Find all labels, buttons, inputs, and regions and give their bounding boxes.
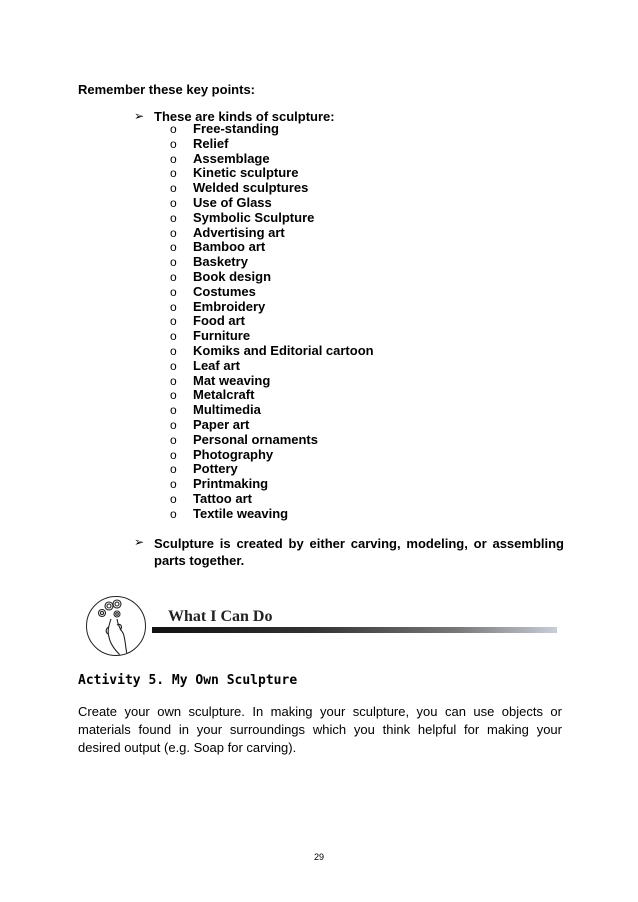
list-item <box>170 448 374 463</box>
title-underline-bar <box>152 627 557 633</box>
bullet-text: These are kinds of sculpture: <box>154 109 335 124</box>
list-item-label: Printmaking <box>193 476 269 492</box>
list-item-label: Personal ornaments <box>193 431 318 447</box>
circle-bullet-icon: o <box>170 151 177 166</box>
bullet-sculpture-creation <box>134 535 564 569</box>
list-item-label: Photography <box>193 446 274 462</box>
circle-bullet-icon: o <box>170 462 177 477</box>
circle-bullet-icon: o <box>170 225 177 240</box>
page-number: 29 <box>313 852 324 862</box>
list-item <box>170 240 374 255</box>
list-item-label: Embroidery <box>193 298 266 314</box>
list-item-label: Advertising art <box>193 224 285 240</box>
key-points-heading: Remember these key points: <box>78 82 256 97</box>
list-item-label: Food art <box>193 313 245 329</box>
list-item-label: Costumes <box>193 283 256 299</box>
list-item <box>170 211 374 226</box>
list-item <box>170 462 374 477</box>
list-item-label: Book design <box>193 268 272 284</box>
list-item <box>170 329 374 344</box>
circle-bullet-icon: o <box>170 506 177 521</box>
sculpture-kinds-list <box>170 122 374 522</box>
list-item <box>170 433 374 448</box>
list-item <box>170 285 374 300</box>
list-item <box>170 255 374 270</box>
circle-bullet-icon: o <box>170 447 177 462</box>
list-item <box>170 137 374 152</box>
what-i-can-do-banner <box>86 596 561 658</box>
list-item-label: Free-standing <box>193 121 279 136</box>
list-item-label: Bamboo art <box>193 239 266 255</box>
list-item-label: Leaf art <box>193 357 240 373</box>
circle-bullet-icon: o <box>170 299 177 314</box>
circle-bullet-icon: o <box>170 343 177 358</box>
circle-bullet-icon: o <box>170 388 177 403</box>
list-item-label: Mat weaving <box>193 372 271 388</box>
activity-paragraph: Create your own sculpture. In making your sculpture, you can use objects or materials found in your surroundings which you think helpful for making your desired output (e.g. Soap for carving). <box>78 704 562 755</box>
list-item <box>170 507 374 522</box>
circle-bullet-icon: o <box>170 122 177 136</box>
circle-bullet-icon: o <box>170 373 177 388</box>
circle-bullet-icon: o <box>170 358 177 373</box>
list-item-label: Kinetic sculpture <box>193 165 299 181</box>
list-item <box>170 492 374 507</box>
arrow-bullet-icon: ➢ <box>134 535 145 549</box>
list-item <box>170 403 374 418</box>
list-item <box>170 374 374 389</box>
hand-fingerprint-icon <box>86 596 146 656</box>
circle-bullet-icon: o <box>170 181 177 196</box>
circle-bullet-icon: o <box>170 491 177 506</box>
activity-title: Activity 5. My Own Sculpture <box>78 673 298 688</box>
list-item-label: Textile weaving <box>193 505 289 521</box>
list-item-label: Metalcraft <box>193 387 255 403</box>
circle-bullet-icon: o <box>170 269 177 284</box>
circle-bullet-icon: o <box>170 166 177 181</box>
list-item <box>170 418 374 433</box>
list-item <box>170 152 374 167</box>
list-item <box>170 226 374 241</box>
list-item-label: Pottery <box>193 461 238 477</box>
list-item-label: Tattoo art <box>193 490 252 506</box>
circle-bullet-icon: o <box>170 240 177 255</box>
list-item <box>170 300 374 315</box>
circle-bullet-icon: o <box>170 195 177 210</box>
list-item-label: Furniture <box>193 328 251 344</box>
list-item-label: Use of Glass <box>193 194 272 210</box>
list-item <box>170 359 374 374</box>
list-item-label: Komiks and Editorial cartoon <box>193 342 374 358</box>
circle-bullet-icon: o <box>170 136 177 151</box>
list-item-label: Symbolic Sculpture <box>193 209 315 225</box>
list-item <box>170 314 374 329</box>
list-item <box>170 166 374 181</box>
circle-bullet-icon: o <box>170 432 177 447</box>
list-item-label: Assemblage <box>193 150 270 166</box>
list-item <box>170 122 374 137</box>
list-item-label: Paper art <box>193 416 250 432</box>
list-item-label: Basketry <box>193 254 248 270</box>
circle-bullet-icon: o <box>170 403 177 418</box>
list-item <box>170 181 374 196</box>
list-item <box>170 344 374 359</box>
list-item <box>170 196 374 211</box>
circle-bullet-icon: o <box>170 477 177 492</box>
circle-bullet-icon: o <box>170 417 177 432</box>
list-item-label: Relief <box>193 135 229 151</box>
list-item <box>170 270 374 285</box>
circle-bullet-icon: o <box>170 255 177 270</box>
list-item-label: Welded sculptures <box>193 180 309 196</box>
list-item <box>170 477 374 492</box>
list-item <box>170 388 374 403</box>
circle-bullet-icon: o <box>170 284 177 299</box>
circle-bullet-icon: o <box>170 314 177 329</box>
arrow-bullet-icon: ➢ <box>134 109 145 123</box>
circle-bullet-icon: o <box>170 329 177 344</box>
bullet-text: Sculpture is created by either carving, modeling, or assembling parts together. <box>154 536 564 568</box>
list-item-label: Multimedia <box>193 402 261 418</box>
circle-bullet-icon: o <box>170 210 177 225</box>
section-title: What I Can Do <box>168 608 273 625</box>
